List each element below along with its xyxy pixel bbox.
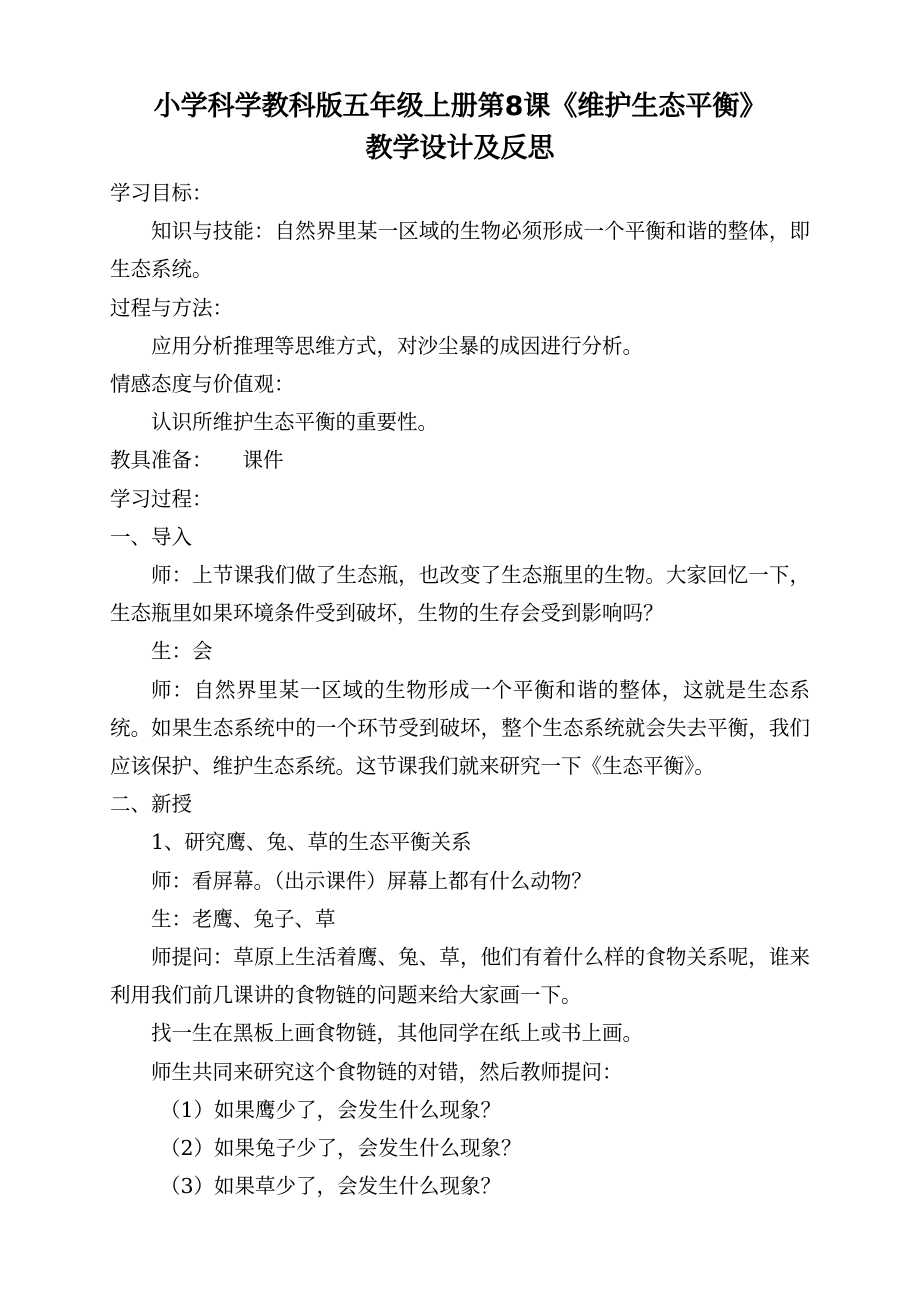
- section2-student-1: 生：老鹰、兔子、草: [151, 906, 336, 931]
- section2-teacher-1: 师：看屏幕。（出示课件）屏幕上都有什么动物？: [151, 868, 592, 893]
- question-2: （2）如果兔子少了，会发生什么现象？: [160, 1136, 522, 1161]
- question-3: （3）如果草少了，会发生什么现象？: [160, 1174, 502, 1199]
- section1-heading: 一、导入: [110, 524, 192, 549]
- section2-activity-2: 师生共同来研究这个食物链的对错，然后教师提问：: [151, 1059, 623, 1084]
- section2-heading: 二、新授: [110, 792, 192, 817]
- objective-emotion: 认识所维护生态平衡的重要性。: [151, 410, 438, 435]
- materials-label: 教具准备：: [110, 448, 213, 473]
- section1-student-1: 生：会: [151, 639, 213, 664]
- objective-knowledge: 知识与技能：自然界里某一区域的生物必须形成一个平衡和谐的整体，即生态系统。: [110, 219, 810, 282]
- section1-teacher-2: 师：自然界里某一区域的生物形成一个平衡和谐的整体，这就是生态系统。如果生态系统中的一个环节受到破坏，整个生态系统就会失去平衡，我们应该保护、维护生态系统。这节课我们就来研究一下《生态平衡》。: [110, 677, 810, 779]
- document-subtitle: 教学设计及反思: [365, 133, 555, 164]
- section1-teacher-1: 师：上节课我们做了生态瓶，也改变了生态瓶里的生物。大家回忆一下，生态瓶里如果环境条件受到破坏，生物的生存会受到影响吗？: [110, 563, 810, 626]
- learning-process-heading: 学习过程：: [110, 486, 213, 511]
- materials-value: 课件: [242, 448, 284, 473]
- section2-item-1: 1、研究鹰、兔、草的生态平衡关系: [151, 830, 472, 855]
- materials-line: [110, 441, 810, 479]
- process-method-heading: 过程与方法：: [110, 295, 233, 320]
- objectives-heading: 学习目标：: [110, 181, 213, 205]
- question-1: （1）如果鹰少了，会发生什么现象？: [160, 1097, 502, 1122]
- section2-teacher-2: 师提问：草原上生活着鹰、兔、草，他们有着什么样的食物关系呢，谁来利用我们前几课讲的食物链的问题来给大家画一下。: [110, 945, 810, 1008]
- document-title: 小学科学教科版五年级上册第8课《维护生态平衡》: [153, 91, 767, 122]
- emotion-heading: 情感态度与价值观：: [110, 372, 295, 397]
- section2-activity-1: 找一生在黑板上画食物链，其他同学在纸上或书上画。: [151, 1021, 643, 1046]
- document-body: [110, 174, 810, 1205]
- objective-process: 应用分析推理等思维方式，对沙尘暴的成因进行分析。: [151, 333, 643, 358]
